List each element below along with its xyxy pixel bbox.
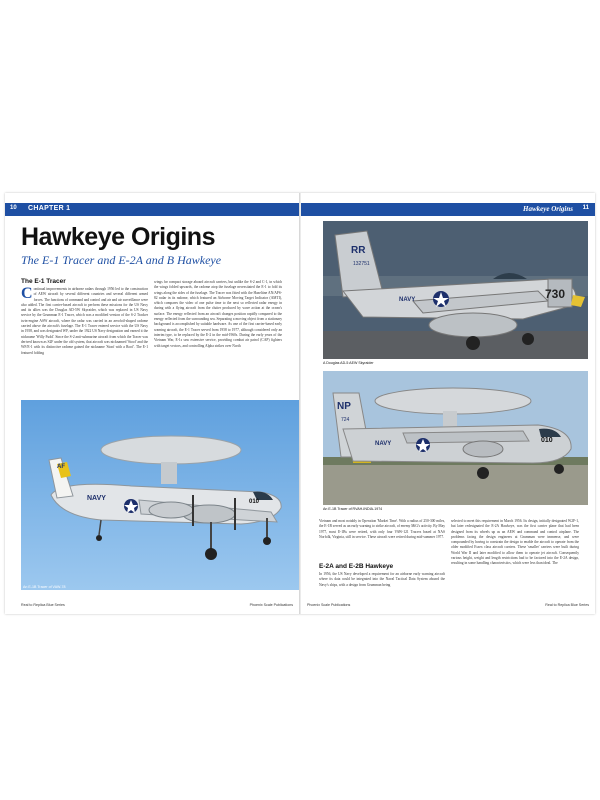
footer-left: Real to Replica Blue Series xyxy=(21,603,65,607)
skyraider-number: 730 xyxy=(545,287,566,301)
chapter-band xyxy=(5,203,299,216)
body-column-r2: selected to meet this requirement in March 1956. Its design, initially designated W2F-1, but later redesignated the E-2A Hawkeye, was the first carrier plane that had been designed from its wheels up as an AEW and command and control airplane. The problems facing the design engineers at Grumman were immense, and were compounded by having to constrain the design to enable the aircraft to operate from the older modified Essex class aircraft carriers. These 'smaller' carriers were built during World War II and later modified to allow them to operate jet aircraft. Consequently various height, weight and length restrictions had to be factored into the E-2A design, resulting in some handling characteristics, which were less than ideal. The xyxy=(451,519,579,566)
body-column-1-text: ontinual improvements in airborne radars through 1956 led to the construction of AEW aircraft by several different countries and several different armed forces. The functions of command and control and air and air surveillance were also added. The first carrier-based aircraft to perform these missions for the US Navy and its allies was the Douglas AD-5W Skyraider, which was replaced in US Navy service by the Grumman E-1 Tracer, which was a modified version of the S-2 Tracker twin-engine ASW aircraft, where the radar was carried in an aerofoil-shaped radome carried above the aircraft's fuselage. The E-1 Tracer entered service with the US Navy in 1958, and was designated WF, under the 1922 US Navy designation and earned it the nickname 'Willy Fudd'. Since the S-2 anti-submarine aircraft from which the Tracer was derived known as S2F under the old system, that aircraft was nicknamed 'Stoof' and the WF/E-1 with its distinctive radome gained the nickname 'Stoof with a Roof'. The E-1 featured folding xyxy=(21,287,148,355)
body-column-r1b: In 1956, the US Navy developed a requirement for an airborne early warning aircraft where its data could be integrated into the Naval Tactical Data System aboard the Navy's ships, with a design from Grumman being xyxy=(319,572,445,587)
page-number-left: 10 xyxy=(10,205,17,211)
page-subtitle: The E-1 Tracer and E-2A and B Hawkeye xyxy=(21,253,222,267)
chapter-label: CHAPTER 1 xyxy=(28,205,71,212)
right-page xyxy=(301,193,595,614)
skyraider-navy-marking: NAVY xyxy=(399,297,416,303)
tail-code-marking: AF xyxy=(57,464,65,470)
page-number-right: 11 xyxy=(582,205,589,211)
skyraider-serial: 132751 xyxy=(353,261,370,267)
body-column-1 xyxy=(21,287,148,395)
tracer2-tail-number: 724 xyxy=(341,417,350,423)
tracer2-number: 010 xyxy=(541,437,553,444)
footer-right: Phoenix Scale Publications xyxy=(249,603,293,607)
dropcap: C xyxy=(21,287,33,302)
footer-right-page-right: Real to Replica Blue Series xyxy=(545,603,589,607)
running-header: Hawkeye Origins xyxy=(523,205,573,213)
navy-marking: NAVY xyxy=(87,495,106,502)
body-column-2: wings for compact storage aboard aircraft carriers, but unlike the S-2 and C-1, in which the wings folded upwards, the radome atop the fuselage necessitated the E-1 to fold its wings along the sides of the fuselage. The Tracer was fitted with the Hazeltine AN/APS-82 radar in its radome, which featured an Airborne Moving Target Indicator (AMTI), which compares the video of one pulse time to the next so reflected radar energy in during with a flying aircraft from the clutter produced by wave action at the ocean's surface. The energy reflected from an aircraft changes position rapidly compared to the energy reflected from the surrounding sea. Separating a moving object from a stationary background is accomplished by suitable hardware. As one of the first carrier-based early warning aircraft, the E-1 Tracer served from 1958 to 1977, although considered only an interim type, to be replaced by the E-2 in the mid-1960s. During the early years of the Vietnam War, E-1s saw extensive service, providing combat air patrol (CAP) fighters with target vectors, and controlling Alpha strikes over North xyxy=(154,280,282,348)
photo-tracer-ground xyxy=(323,371,588,505)
footer-right-page-left: Phoenix Scale Publications xyxy=(307,603,351,607)
photo-skyraider xyxy=(323,221,588,359)
tracer-flight-illustration xyxy=(21,400,299,590)
running-header-band xyxy=(301,203,595,216)
body-column-r1: Vietnam and most notably in Operation 'Market Time'. With a radius of 250-300 miles, the E-1B served as an early warning to strike aircraft, of enemy MiG's activity. By May 1977, most E-1Bs were retired, with only four VAW-121 Tracers based at NAS Norfolk, Virginia, still in service. These aircraft were retired during mid-summer 1977. xyxy=(319,519,445,539)
photo2-caption: An E-1B Tracer of RVAH-INDIA-1974 xyxy=(323,507,383,511)
aircraft-number-marking: 010 xyxy=(249,499,260,505)
skyraider-tail-code: RR xyxy=(351,245,366,256)
page-title: Hawkeye Origins xyxy=(21,223,215,251)
photo-caption-left: An E-1B Tracer of VAW-78 xyxy=(23,585,66,589)
photo-e1b-tracer-flight xyxy=(21,400,299,590)
photo1-caption: A Douglas AD-5 AEW Skyraider xyxy=(323,361,374,365)
magazine-spread xyxy=(5,193,595,614)
section-heading-e1-tracer: The E-1 Tracer xyxy=(21,278,66,285)
left-page xyxy=(5,193,299,614)
tracer2-navy-marking: NAVY xyxy=(375,441,392,447)
section-heading-e2: E-2A and E-2B Hawkeye xyxy=(319,563,394,570)
tracer2-tail-code: NP xyxy=(337,401,351,412)
